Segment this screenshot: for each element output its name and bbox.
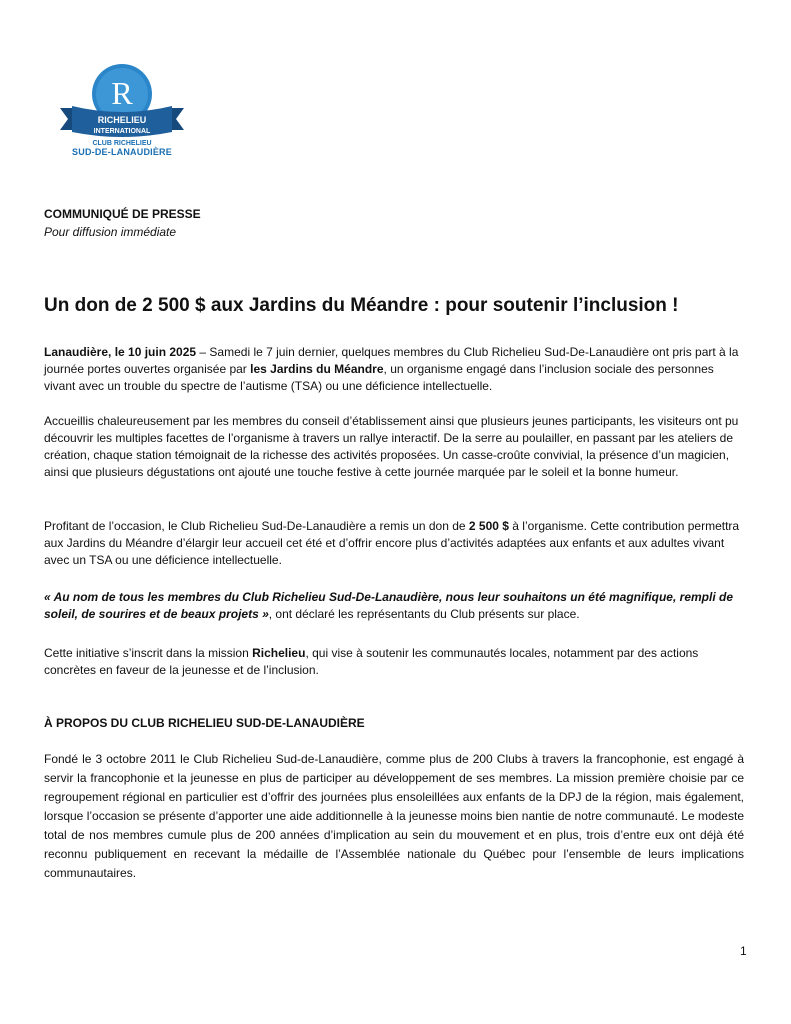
paragraph-donation: Profitant de l’occasion, le Club Richelieu Sud-De-Lanaudière a remis un don de 2 500 $ à l’organisme. Cette contribution permettra aux Jardins du Méandre d’élargir leur accueil cet été et d’offrir encore plus d’activités adaptées aux enfants et aux adultes vivant avec un TSA ou une déficience intellectuelle. xyxy=(44,519,740,567)
paragraph-visit: Accueillis chaleureusement par les membres du conseil d’établissement ainsi que plusieurs jeunes participants, les visiteurs ont pu découvrir les multiples facettes de l’organisme à travers un rallye interactif. De la serre au poulailler, en passant par les ateliers de création, chaque station témoignait de la richesse des activités proposées. Un casse-croûte convivial, la présence d’un magicien, ainsi que plusieurs dégustations ont ajouté une touche festive à cette journée marquée par le soleil et la bonne humeur. xyxy=(44,414,739,479)
donation-amount: 2 500 $ xyxy=(468,519,509,533)
logo-club-name xyxy=(58,139,186,157)
logo-banner-line2: INTERNATIONAL xyxy=(93,128,151,135)
paragraph-intro: Lanaudière, le 10 juin 2025 – Samedi le 7 juin dernier, quelques membres du Club Richelieu Sud-De-Lanaudière ont pris part à la journée portes ouvertes organisée par les Jardins du Méandre, un organisme engagé dans l’inclusion sociale des personnes vivant avec un trouble du spectre de l’autisme (TSA) ou une déficience intellectuelle. xyxy=(44,345,739,393)
page-number: 1 xyxy=(740,944,747,958)
logo-club-line2: SUD-DE-LANAUDIÈRE xyxy=(72,147,172,157)
logo-club-line1: CLUB RICHELIEU xyxy=(92,140,152,147)
paragraph-quote: « Au nom de tous les membres du Club Richelieu Sud-De-Lanaudière, nous leur souhaitons un été magnifique, rempli de soleil, de sourires et de beaux projets », ont déclaré les représentants du Club présents sur place. xyxy=(44,590,733,621)
press-release-label: COMMUNIQUÉ DE PRESSE xyxy=(44,207,201,221)
release-timing: Pour diffusion immédiate xyxy=(44,225,177,239)
mission-name: Richelieu xyxy=(252,646,306,660)
about-paragraph: Fondé le 3 octobre 2011 le Club Richelieu Sud-de-Lanaudière, comme plus de 200 Clubs à travers la francophonie, est engagé à servir la francophonie et la jeunesse en plus de participer au développement de ses membres. La mission première choisie par ce regroupement régional en particulier est d’offrir des journées plus ensoleillées aux enfants de la DPJ de la région, mais également, lorsque l’occasion se présente d’apporter une aide additionnelle à la jeunesse moins bien nantie de notre communauté. Le modeste total de nos membres cumule plus de 200 années d’implication au sein du mouvement et en plus, trois d’entre eux ont déjà été reconnu publiquement en recevant la médaille de l’Assemblée nationale du Québec pour l’ensemble de leurs implications communautaires. xyxy=(44,752,744,880)
paragraph-mission: Cette initiative s’inscrit dans la mission Richelieu, qui vise à soutenir les communautés locales, notamment par des actions concrètes en faveur de la jeunesse et de l’inclusion. xyxy=(44,646,699,677)
logo-banner-line1: RICHELIEU xyxy=(97,115,147,125)
dateline: Lanaudière, le 10 juin 2025 xyxy=(44,345,197,359)
quote: « Au nom de tous les membres du Club Richelieu Sud-De-Lanaudière, nous leur souhaitons un été magnifique, rempli de soleil, de sourires et de beaux projets » xyxy=(44,590,733,621)
about-heading: À PROPOS DU CLUB RICHELIEU SUD-DE-LANAUDIÈRE xyxy=(44,716,365,730)
richelieu-emblem-icon xyxy=(58,62,186,142)
logo-letter: R xyxy=(111,75,133,111)
page-title: Un don de 2 500 $ aux Jardins du Méandre : pour soutenir l’inclusion ! xyxy=(44,295,679,316)
org-name: les Jardins du Méandre xyxy=(250,362,384,376)
